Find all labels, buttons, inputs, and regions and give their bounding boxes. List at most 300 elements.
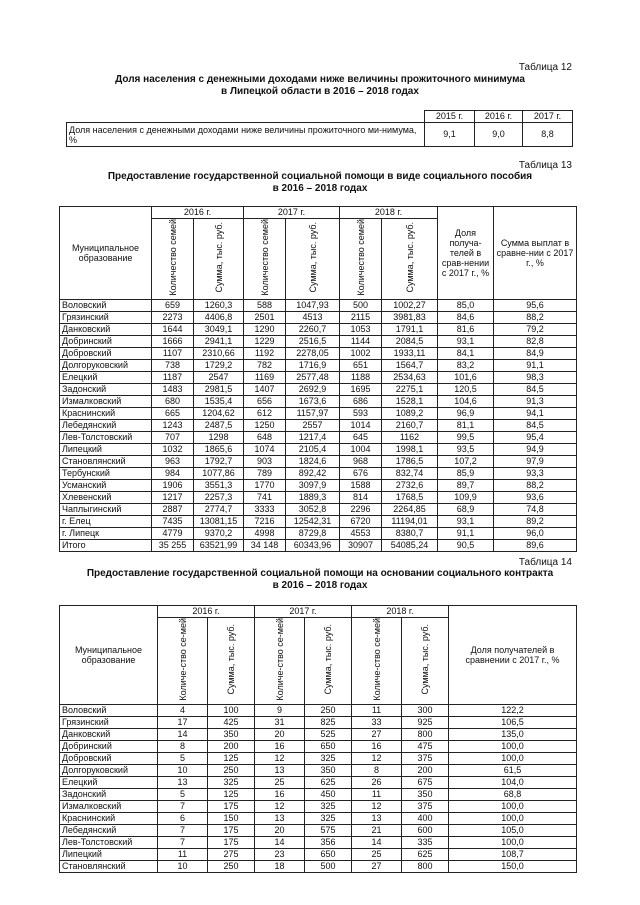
table14-cell: 800: [402, 860, 449, 872]
table12-cell: 9,0: [475, 123, 523, 147]
table14-cell: 300: [402, 704, 449, 716]
table14-cell: 16: [352, 740, 402, 752]
table14-cell: 100: [208, 704, 255, 716]
table14-cell: 675: [402, 776, 449, 788]
table13-cell: 89,6: [494, 539, 577, 551]
table13-cell: 1107: [152, 347, 194, 359]
table14-cell: 7: [158, 824, 208, 836]
table13-header-sum: Сумма, тыс. руб.: [382, 219, 438, 300]
table13-cell: 963: [152, 455, 194, 467]
table13: [59, 206, 577, 552]
table13-cell: 2774,7: [194, 503, 244, 515]
table13-cell: 593: [340, 407, 382, 419]
table14-cell: 27: [352, 728, 402, 740]
table14-cell: 925: [402, 716, 449, 728]
table14-cell: 200: [208, 740, 255, 752]
table13-row: [60, 311, 577, 323]
table14-row-municipality: Краснинский: [60, 812, 158, 824]
table13-title: [60, 171, 580, 195]
table13-header-families: Количество семей: [244, 219, 286, 300]
table13-cell: 656: [244, 395, 286, 407]
table14-cell: 150: [208, 812, 255, 824]
table13-cell: 97,9: [494, 455, 577, 467]
table13-header-sum: Сумма, тыс. руб.: [194, 219, 244, 300]
table13-cell: 93,1: [438, 335, 494, 347]
table14-cell: 325: [305, 800, 352, 812]
table13-cell: 2692,9: [286, 383, 340, 395]
table14-cell: 12: [255, 800, 305, 812]
table13-cell: 85,0: [438, 299, 494, 311]
table13-cell: 651: [340, 359, 382, 371]
table13-cell: 1162: [382, 431, 438, 443]
table13-cell: 1644: [152, 323, 194, 335]
table14-cell: 68,8: [449, 788, 577, 800]
table13-cell: 34 148: [244, 539, 286, 551]
table14-cell: 61,5: [449, 764, 577, 776]
table13-row: [60, 299, 577, 311]
table14-header-municipality: Муниципальное образование: [60, 606, 158, 705]
table13-cell: 93,5: [438, 443, 494, 455]
table13-cell: 1089,2: [382, 407, 438, 419]
table14-cell: 125: [208, 788, 255, 800]
table13-cell: 1002: [340, 347, 382, 359]
table13-cell: 109,9: [438, 491, 494, 503]
table13-cell: 1144: [340, 335, 382, 347]
table13-row-municipality: Данковский: [60, 323, 152, 335]
table13-row-municipality: г. Липецк: [60, 527, 152, 539]
table13-cell: 2257,3: [194, 491, 244, 503]
table13-cell: 95,4: [494, 431, 577, 443]
table13-cell: 68,9: [438, 503, 494, 515]
table13-row: [60, 395, 577, 407]
table13-cell: 1298: [194, 431, 244, 443]
table13-cell: 84,9: [494, 347, 577, 359]
table13-cell: 4998: [244, 527, 286, 539]
table13-row: [60, 335, 577, 347]
table13-header-payments: Сумма выплат в сравне-нии с 2017 г., %: [494, 207, 577, 300]
table14-cell: 14: [158, 728, 208, 740]
table14-cell: 106,5: [449, 716, 577, 728]
table13-row-municipality: Краснинский: [60, 407, 152, 419]
table13-row-municipality: Усманский: [60, 479, 152, 491]
table13-cell: 1204,62: [194, 407, 244, 419]
table14-cell: 200: [402, 764, 449, 776]
table14-cell: 13: [255, 812, 305, 824]
table12-title: [60, 74, 580, 98]
table13-cell: 738: [152, 359, 194, 371]
table13-cell: 1588: [340, 479, 382, 491]
table14-cell: 250: [208, 860, 255, 872]
table13-cell: 814: [340, 491, 382, 503]
table13-cell: 1053: [340, 323, 382, 335]
table13-row-municipality: Задонский: [60, 383, 152, 395]
table13-row: [60, 371, 577, 383]
table14-cell: 23: [255, 848, 305, 860]
table13-cell: 94,9: [494, 443, 577, 455]
table13-cell: 2547: [194, 371, 244, 383]
table14-cell: 350: [208, 728, 255, 740]
table12-row-label: Доля населения с денежными доходами ниже величины прожиточного ми-нимума, %: [67, 123, 425, 147]
table12-number: Таблица 12: [518, 62, 572, 73]
table14-cell: 250: [208, 764, 255, 776]
table13-header-municipality: Муниципальное образование: [60, 207, 152, 300]
table13-cell: 1786,5: [382, 455, 438, 467]
table13-cell: 2273: [152, 311, 194, 323]
table13-cell: 84,6: [438, 311, 494, 323]
table14-row-municipality: Грязинский: [60, 716, 158, 728]
table13-cell: 676: [340, 467, 382, 479]
table14-cell: 10: [158, 860, 208, 872]
table14-header-sum: Сумма, тыс. руб.: [402, 618, 449, 705]
table13-cell: 2732,6: [382, 479, 438, 491]
table14-cell: 150,0: [449, 860, 577, 872]
table14-cell: 14: [255, 836, 305, 848]
table13-cell: 2577,48: [286, 371, 340, 383]
table14-cell: 450: [305, 788, 352, 800]
table14-cell: 5: [158, 752, 208, 764]
table14-body: [60, 704, 577, 872]
table14-cell: 575: [305, 824, 352, 836]
table14-cell: 12: [352, 752, 402, 764]
table13-cell: 1673,6: [286, 395, 340, 407]
table13-cell: 4779: [152, 527, 194, 539]
table14-cell: 356: [305, 836, 352, 848]
table13-cell: 99,5: [438, 431, 494, 443]
table14-cell: 400: [402, 812, 449, 824]
table13-cell: 6720: [340, 515, 382, 527]
table14-cell: 8: [158, 740, 208, 752]
table12-cell: 9,1: [425, 123, 475, 147]
table13-row: [60, 431, 577, 443]
table13-cell: 1014: [340, 419, 382, 431]
table14-row-municipality: Воловский: [60, 704, 158, 716]
table13-cell: 104,6: [438, 395, 494, 407]
table13-cell: 83,2: [438, 359, 494, 371]
table13-cell: 1047,93: [286, 299, 340, 311]
table13-cell: 1716,9: [286, 359, 340, 371]
table13-cell: 93,3: [494, 467, 577, 479]
table14-title: [40, 568, 600, 592]
table13-row: [60, 455, 577, 467]
table13-row: [60, 323, 577, 335]
table13-cell: 9370,2: [194, 527, 244, 539]
table14-cell: 4: [158, 704, 208, 716]
table13-cell: 3333: [244, 503, 286, 515]
table13-cell: 96,9: [438, 407, 494, 419]
table13-cell: 91,1: [438, 527, 494, 539]
table14-cell: 11: [352, 788, 402, 800]
table13-cell: 1192: [244, 347, 286, 359]
table14-header-sum: Сумма, тыс. руб.: [208, 618, 255, 705]
table13-row: [60, 539, 577, 551]
table13-cell: 4406,8: [194, 311, 244, 323]
table13-cell: 3097,9: [286, 479, 340, 491]
table13-cell: 968: [340, 455, 382, 467]
table13-cell: 1002,27: [382, 299, 438, 311]
table14-cell: 325: [305, 812, 352, 824]
table14-cell: 625: [305, 776, 352, 788]
table13-row: [60, 491, 577, 503]
table13-cell: 101,6: [438, 371, 494, 383]
table13-cell: 3981,83: [382, 311, 438, 323]
table14-row: [60, 716, 577, 728]
table13-row-municipality: Елецкий: [60, 371, 152, 383]
table13-row-municipality: Добровский: [60, 347, 152, 359]
table14-cell: 350: [305, 764, 352, 776]
table13-cell: 2115: [340, 311, 382, 323]
table13-cell: 4553: [340, 527, 382, 539]
table13-row-municipality: Хлевенский: [60, 491, 152, 503]
table14-cell: 800: [402, 728, 449, 740]
table14-cell: 100,0: [449, 800, 577, 812]
table13-row-municipality: Итого: [60, 539, 152, 551]
table12-corner: [67, 111, 425, 123]
table13-header-year: 2017 г.: [244, 207, 340, 219]
table13-cell: 88,2: [494, 479, 577, 491]
table13-header-families: Количество семей: [152, 219, 194, 300]
table14-cell: 500: [305, 860, 352, 872]
table13-cell: 1729,2: [194, 359, 244, 371]
table13-cell: 11194,01: [382, 515, 438, 527]
table13-cell: 2557: [286, 419, 340, 431]
table14-row: [60, 860, 577, 872]
table13-cell: 8380,7: [382, 527, 438, 539]
table13-cell: 63521,99: [194, 539, 244, 551]
table13-cell: 832,74: [382, 467, 438, 479]
table13-cell: 1770: [244, 479, 286, 491]
table14-row-municipality: Липецкий: [60, 848, 158, 860]
table13-header-families: Количество семей: [340, 219, 382, 300]
table14-header-year: 2018 г.: [352, 606, 449, 618]
table13-cell: 35 255: [152, 539, 194, 551]
table13-cell: 93,1: [438, 515, 494, 527]
table13-cell: 1187: [152, 371, 194, 383]
table13-row: [60, 479, 577, 491]
table13-row: [60, 359, 577, 371]
table14-row: [60, 764, 577, 776]
table13-row-municipality: Воловский: [60, 299, 152, 311]
table14-cell: 7: [158, 836, 208, 848]
table13-cell: 12542,31: [286, 515, 340, 527]
table14-cell: 335: [402, 836, 449, 848]
table14-title-line2: в 2016 – 2018 годах: [272, 580, 368, 591]
table14-cell: 325: [305, 752, 352, 764]
table14-row-municipality: Добровский: [60, 752, 158, 764]
table13-cell: 90,5: [438, 539, 494, 551]
table13-cell: 96,0: [494, 527, 577, 539]
table14-cell: 650: [305, 740, 352, 752]
table13-cell: 98,3: [494, 371, 577, 383]
table13-cell: 1217,4: [286, 431, 340, 443]
table13-body: [60, 299, 577, 551]
table14-row-municipality: Долгоруковский: [60, 764, 158, 776]
table14-cell: 275: [208, 848, 255, 860]
table13-cell: 1032: [152, 443, 194, 455]
table13-cell: 1564,7: [382, 359, 438, 371]
table14-header-families: Количе-ство се-мей: [255, 618, 305, 705]
table13-cell: 648: [244, 431, 286, 443]
table13-cell: 665: [152, 407, 194, 419]
table14-row-municipality: Задонский: [60, 788, 158, 800]
table14-cell: 18: [255, 860, 305, 872]
table14-cell: 425: [208, 716, 255, 728]
table13-cell: 1889,3: [286, 491, 340, 503]
table13-cell: 1791,1: [382, 323, 438, 335]
table14-header-families: Количе-ство се-мей: [158, 618, 208, 705]
table13-cell: 1695: [340, 383, 382, 395]
table13-title-line2: в 2016 – 2018 годах: [272, 183, 368, 194]
table12-year: 2017 г.: [523, 111, 573, 123]
table13-cell: 81,1: [438, 419, 494, 431]
table13-cell: 686: [340, 395, 382, 407]
table14-cell: 175: [208, 800, 255, 812]
table13-cell: 984: [152, 467, 194, 479]
table12-cell: 8,8: [523, 123, 573, 147]
table14-cell: 5: [158, 788, 208, 800]
table14-cell: 33: [352, 716, 402, 728]
table13-cell: 84,5: [494, 419, 577, 431]
table14-cell: 325: [208, 776, 255, 788]
table12-year: 2015 г.: [425, 111, 475, 123]
table14-header-families: Количе-ство се-мей: [352, 618, 402, 705]
table14-row: [60, 704, 577, 716]
table14-cell: 13: [255, 764, 305, 776]
table14-cell: 31: [255, 716, 305, 728]
table14-row-municipality: Добринский: [60, 740, 158, 752]
table13-cell: 81,6: [438, 323, 494, 335]
table14-row: [60, 800, 577, 812]
table13-cell: 88,2: [494, 311, 577, 323]
table13-cell: 2534,63: [382, 371, 438, 383]
table13-cell: 1824,6: [286, 455, 340, 467]
table13-cell: 680: [152, 395, 194, 407]
table13-cell: 2487,5: [194, 419, 244, 431]
table14-cell: 475: [402, 740, 449, 752]
table13-cell: 4513: [286, 311, 340, 323]
table13-row-municipality: Чаплыгинский: [60, 503, 152, 515]
table14-cell: 10: [158, 764, 208, 776]
table13-cell: 1483: [152, 383, 194, 395]
table13-cell: 3052,8: [286, 503, 340, 515]
table14-row-municipality: Становлянский: [60, 860, 158, 872]
table13-title-line1: Предоставление государственной социальной помощи в виде социального пособия: [107, 171, 533, 182]
table14-cell: 14: [352, 836, 402, 848]
table13-cell: 645: [340, 431, 382, 443]
table13-cell: 2981,5: [194, 383, 244, 395]
table13-cell: 2887: [152, 503, 194, 515]
table13-cell: 659: [152, 299, 194, 311]
table14-header-year: 2016 г.: [158, 606, 255, 618]
table14-cell: 11: [352, 704, 402, 716]
table13-row-municipality: Лев-Толстовский: [60, 431, 152, 443]
table13-header-year: 2018 г.: [340, 207, 438, 219]
table14-cell: 650: [305, 848, 352, 860]
table13-row: [60, 527, 577, 539]
table13-cell: 60343,96: [286, 539, 340, 551]
table13-cell: 500: [340, 299, 382, 311]
table14-row-municipality: Данковский: [60, 728, 158, 740]
table12-year: 2016 г.: [475, 111, 523, 123]
table14-cell: 350: [402, 788, 449, 800]
table12: [66, 110, 573, 147]
table14-cell: 825: [305, 716, 352, 728]
table13-cell: 1188: [340, 371, 382, 383]
table13-row: [60, 503, 577, 515]
table13-row-municipality: Липецкий: [60, 443, 152, 455]
table14-row: [60, 812, 577, 824]
table13-cell: 903: [244, 455, 286, 467]
table13-header-sum: Сумма, тыс. руб.: [286, 219, 340, 300]
table14-cell: 12: [255, 752, 305, 764]
table14-cell: 625: [402, 848, 449, 860]
table13-cell: 612: [244, 407, 286, 419]
table13-cell: 1535,4: [194, 395, 244, 407]
table13-cell: 3049,1: [194, 323, 244, 335]
table14-cell: 375: [402, 800, 449, 812]
table13-cell: 1169: [244, 371, 286, 383]
table13-cell: 74,8: [494, 503, 577, 515]
table13-cell: 13081,15: [194, 515, 244, 527]
table13-cell: 89,2: [494, 515, 577, 527]
table14-row: [60, 788, 577, 800]
table14-row: [60, 740, 577, 752]
table13-cell: 94,1: [494, 407, 577, 419]
table13-cell: 1998,1: [382, 443, 438, 455]
table13-cell: 1768,5: [382, 491, 438, 503]
table13-cell: 1077,86: [194, 467, 244, 479]
table13-cell: 1906: [152, 479, 194, 491]
table13-cell: 1792,7: [194, 455, 244, 467]
table14-cell: 13: [158, 776, 208, 788]
table14-cell: 16: [255, 740, 305, 752]
table13-row-municipality: Лебедянский: [60, 419, 152, 431]
table14-cell: 100,0: [449, 812, 577, 824]
table13-cell: 85,9: [438, 467, 494, 479]
table13-cell: 1217: [152, 491, 194, 503]
table13-cell: 93,6: [494, 491, 577, 503]
table13-row-municipality: Становлянский: [60, 455, 152, 467]
table14-cell: 27: [352, 860, 402, 872]
table14: [59, 605, 577, 873]
table13-header-year: 2016 г.: [152, 207, 244, 219]
table14-cell: 6: [158, 812, 208, 824]
table14-row: [60, 824, 577, 836]
table13-cell: 1528,1: [382, 395, 438, 407]
table13-row-municipality: Измалковский: [60, 395, 152, 407]
table13-cell: 707: [152, 431, 194, 443]
table13-cell: 2941,1: [194, 335, 244, 347]
table13-cell: 120,5: [438, 383, 494, 395]
table13-cell: 84,5: [494, 383, 577, 395]
table13-cell: 1157,97: [286, 407, 340, 419]
table13-row-municipality: г. Елец: [60, 515, 152, 527]
table14-row-municipality: Лебедянский: [60, 824, 158, 836]
table13-cell: 1290: [244, 323, 286, 335]
table14-number: Таблица 14: [518, 557, 572, 568]
table12-title-line1: Доля населения с денежными доходами ниже величины прожиточного минимума: [115, 74, 525, 85]
table13-row: [60, 467, 577, 479]
table14-cell: 100,0: [449, 752, 577, 764]
table13-cell: 79,2: [494, 323, 577, 335]
table13-cell: 91,1: [494, 359, 577, 371]
table14-cell: 122,2: [449, 704, 577, 716]
table13-cell: 84,1: [438, 347, 494, 359]
table13-header-share: Доля получа-телей в срав-нении с 2017 г., %: [438, 207, 494, 300]
table13-cell: 1260,3: [194, 299, 244, 311]
table13-cell: 789: [244, 467, 286, 479]
table14-row: [60, 728, 577, 740]
table14-cell: 100,0: [449, 740, 577, 752]
